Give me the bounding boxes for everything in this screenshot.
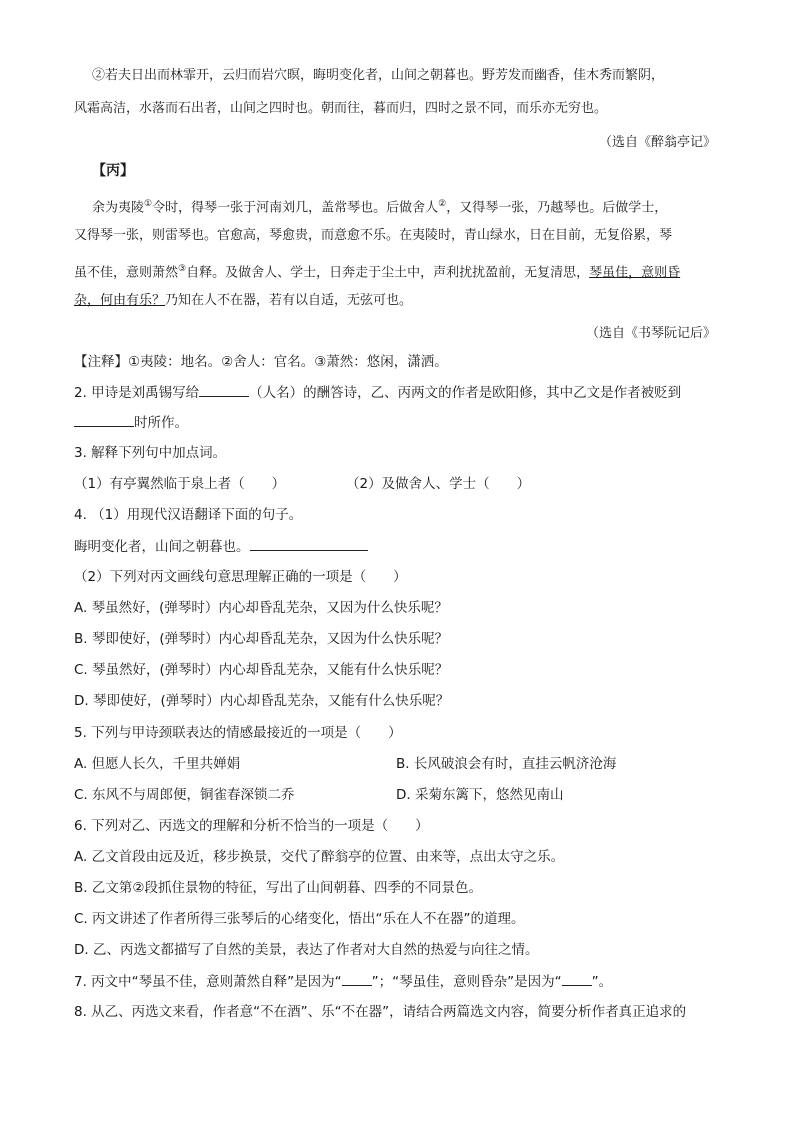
- q2-blank-2[interactable]: [74, 412, 134, 427]
- q5-option-d: D. 采菊东篱下，悠然见南山: [396, 787, 564, 803]
- q4-option-c: C. 琴虽然好，(弹琴时）内心却昏乱芜杂，又能有什么快乐呢？: [74, 662, 449, 678]
- yi-para2-line2: 风霜高洁，水落而石出者，山间之四时也。朝而往，暮而归，四时之景不同，而乐亦无穷也。: [74, 101, 608, 116]
- annotation: 【注释】①夷陵：地名。②舍人：官名。③萧然：悠闲，潇洒。: [74, 354, 448, 370]
- bing-line1-text-a: 余为夷陵: [92, 200, 145, 216]
- question-4-2: （2）下列对丙文画线句意思理解正确的一项是（ ）: [74, 569, 407, 585]
- bing-line3-text-a: 虽不佳，意则萧然: [74, 265, 179, 281]
- q4-option-a: A. 琴虽然好，(弹琴时）内心却昏乱芜杂，又因为什么快乐呢？: [74, 600, 448, 616]
- footnote-mark-1: ①: [144, 199, 153, 209]
- q6-option-b: B. 乙文第②段抓住景物的特征，写出了山间朝暮、四季的不同景色。: [74, 880, 482, 896]
- bing-source: （选自《书琴阮记后》: [585, 326, 716, 341]
- question-4: 4. （1）用现代汉语翻译下面的句子。: [74, 507, 303, 523]
- question-3-item-1: （1）有亭翼然临于泉上者（ ）: [74, 476, 286, 492]
- question-3-item-2: （2）及做舍人、学士（ ）: [346, 476, 531, 492]
- question-3: 3. 解释下列句中加点词。: [74, 445, 227, 461]
- q5-option-c: C. 东风不与周郎便，铜雀春深锁二乔: [74, 787, 295, 803]
- footnote-mark-3: ③: [178, 264, 187, 274]
- q6-option-a: A. 乙文首段由远及近，移步换景，交代了醉翁亭的位置、由来等，点出太守之乐。: [74, 849, 565, 865]
- footnote-mark-2: ②: [438, 199, 447, 209]
- bing-line4-text: 乃知在人不在器，若有以自适，无弦可也。: [165, 293, 413, 308]
- yi-para2-line1: ②若夫日出而林霏开，云归而岩穴暝，晦明变化者，山间之朝暮也。野芳发而幽香，佳木秀而繁阴，: [92, 68, 665, 83]
- q4-option-b: B. 琴即使好，(弹琴时）内心却昏乱芜杂，又因为什么快乐呢？: [74, 631, 449, 647]
- q6-option-c: C. 丙文讲述了作者所得三张琴后的心绪变化，悟出“乐在人不在器”的道理。: [74, 911, 525, 927]
- underlined-sentence-part1: 琴虽佳，意则昏: [589, 265, 681, 281]
- q2-text-b: （人名）的酬答诗，乙、丙两文的作者是欧阳修，其中乙文是作者被贬到: [249, 385, 682, 401]
- q5-option-a: A. 但愿人长久，千里共婵娟: [74, 756, 241, 772]
- bing-heading: 【丙】: [92, 163, 134, 179]
- q7-text-b: ”；“琴虽佳，意则昏杂”是因为“: [371, 974, 562, 990]
- bing-line3-text-b: 自释。及做舍人、学士，日奔走于尘土中，声利扰扰盈前，无复清思，: [186, 265, 590, 281]
- question-8: 8. 从乙、丙选文来看，作者意“不在酒”、乐“不在器”，请结合两篇选文内容，简要分析作者真正追求的: [74, 1004, 687, 1020]
- question-5: 5. 下列与甲诗颈联表达的情感最接近的一项是（ ）: [74, 725, 402, 741]
- q7-blank-2[interactable]: [562, 971, 592, 986]
- q4-option-d: D. 琴即使好，(弹琴时）内心却昏乱芜杂，又能有什么快乐呢？: [74, 693, 450, 709]
- q4-1-sentence: 晦明变化者，山间之朝暮也。: [74, 539, 250, 555]
- q4-1-answer-blank[interactable]: [250, 536, 368, 551]
- q2-text-c: 时所作。: [134, 415, 188, 431]
- bing-line4: [74, 291, 412, 311]
- bing-line1: [92, 194, 667, 218]
- question-2-line1: [74, 382, 681, 403]
- bing-line2: 又得琴一张，则雷琴也。官愈高，琴愈贵，而意愈不乐。在夷陵时，青山绿水，日在目前，无复俗累，琴: [74, 228, 673, 243]
- question-2-line2: [74, 412, 188, 433]
- bing-line3: [74, 259, 680, 283]
- yi-source: （选自《醉翁亭记》: [598, 135, 716, 150]
- bing-line1-text-b: 令时，得琴一张于河南刘几，盖常琴也。后做舍人: [152, 200, 439, 216]
- bing-line1-text-c: ，又得琴一张，乃越琴也。后做学士，: [446, 200, 668, 216]
- q7-blank-1[interactable]: [342, 971, 372, 986]
- question-7: [74, 971, 612, 992]
- question-6: 6. 下列对乙、丙选文的理解和分析不恰当的一项是（ ）: [74, 818, 429, 834]
- q7-text-a: 7. 丙文中“琴虽不佳，意则萧然自释”是因为“: [74, 974, 342, 990]
- q2-text-a: 2. 甲诗是刘禹锡写给: [74, 385, 200, 401]
- underlined-sentence-part2: 杂，何由有乐？: [74, 293, 166, 308]
- q6-option-d: D. 乙、丙选文都描写了自然的美景，表达了作者对大自然的热爱与向往之情。: [74, 942, 539, 958]
- q7-text-c: ”。: [591, 974, 613, 990]
- question-4-1: [74, 536, 368, 557]
- q5-option-b: B. 长风破浪会有时，直挂云帆济沧海: [396, 756, 617, 772]
- q2-blank-1[interactable]: [199, 382, 249, 397]
